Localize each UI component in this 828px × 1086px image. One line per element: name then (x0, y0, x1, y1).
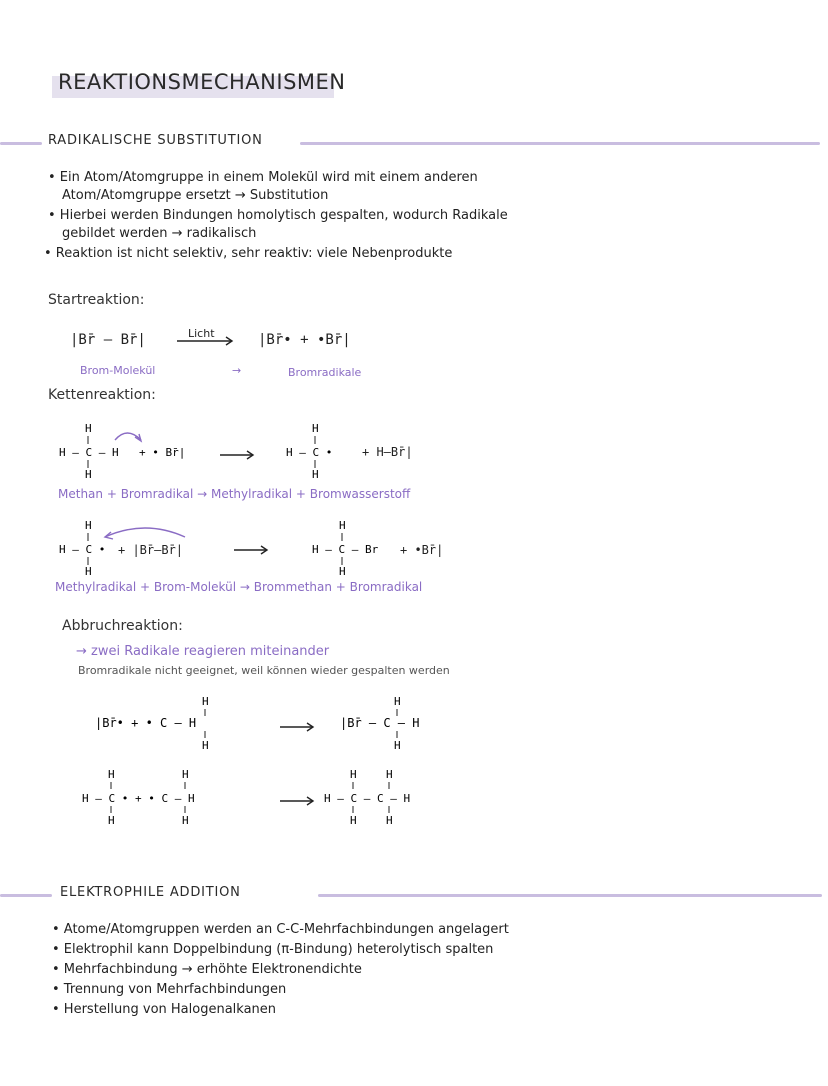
reaction-arrow (232, 545, 272, 555)
reaction-arrow (218, 450, 258, 460)
svg-text:H: H (339, 565, 346, 577)
start-equation-left: |Br̄ — Br̄| (70, 332, 146, 348)
brommethane-structure (306, 515, 406, 577)
termination-equation-2 (78, 766, 258, 828)
caption-arrow: → (232, 364, 242, 377)
light-label: Licht (188, 327, 215, 340)
termination-note-1: → zwei Radikale reagieren miteinander (76, 644, 330, 659)
section-line-right (300, 142, 820, 145)
svg-text:H: H (312, 422, 319, 435)
chain-eq1-product: + H–Br̄| (362, 445, 413, 459)
svg-text:H: H (386, 768, 393, 781)
svg-text:|Br̄ – C – H: |Br̄ – C – H (340, 716, 420, 730)
svg-text:H: H (394, 695, 401, 708)
svg-text:H: H (108, 768, 115, 781)
start-equation-right: |Br̄• + •Br̄| (258, 332, 351, 348)
svg-text:H: H (202, 695, 209, 708)
svg-text:H: H (85, 565, 92, 577)
reaction-arrow (278, 796, 318, 806)
bullet-line: • Elektrophil kann Doppelbindung (π-Bindung) heterolytisch spalten (52, 942, 494, 957)
svg-text:H – C – Br: H – C – Br (312, 543, 379, 556)
svg-text:H: H (312, 468, 319, 480)
svg-text:H – C – C – H: H – C – C – H (324, 792, 411, 805)
start-reaction-label: Startreaktion: (48, 292, 145, 308)
svg-text:H: H (182, 768, 189, 781)
chain-caption-1: Methan + Bromradikal → Methylradikal + Bromwasserstoff (58, 487, 411, 501)
svg-text:H: H (85, 519, 92, 532)
svg-text:H – C •: H – C • (286, 446, 333, 459)
methane-structure (55, 418, 205, 480)
svg-text:H: H (339, 519, 346, 532)
svg-text:H: H (108, 814, 115, 827)
svg-text:H: H (394, 739, 401, 752)
chain-reaction-label: Kettenreaktion: (48, 387, 156, 403)
section-heading-substitution: RADIKALISCHE SUBSTITUTION (48, 133, 263, 148)
bullet-line: • Mehrfachbindung → erhöhte Elektronendichte (52, 962, 362, 977)
methyl-radical-structure (282, 418, 352, 480)
reaction-arrow (278, 722, 318, 732)
svg-text:H: H (350, 768, 357, 781)
termination-note-2: Bromradikale nicht geeignet, weil können wieder gespalten werden (78, 664, 450, 677)
reaction-arrow (175, 336, 237, 346)
svg-text:H: H (386, 814, 393, 827)
svg-text:H: H (202, 739, 209, 752)
bullet-line: • Trennung von Mehrfachbindungen (52, 982, 287, 997)
caption-bromradikale: Bromradikale (288, 366, 362, 379)
svg-text:H – C – H: H – C – H (59, 446, 119, 459)
caption-brom-molekuel: Brom-Molekül (80, 364, 156, 377)
bullet-line: Atom/Atomgruppe ersetzt → Substitution (62, 188, 329, 203)
svg-text:|Br̄• + • C – H: |Br̄• + • C – H (95, 716, 197, 730)
svg-text:H: H (85, 422, 92, 435)
brommethane-product (340, 693, 450, 753)
svg-text:H: H (182, 814, 189, 827)
termination-label: Abbruchreaktion: (62, 618, 183, 634)
svg-text:H: H (350, 814, 357, 827)
section-line-left (0, 142, 42, 145)
termination-equation-1 (95, 693, 275, 753)
section-heading-addition: ELEKTROPHILE ADDITION (60, 885, 241, 900)
section-line-left (0, 894, 52, 897)
bullet-line: • Ein Atom/Atomgruppe in einem Molekül wird mit einem anderen (48, 170, 478, 185)
svg-text:H – C • + • C – H: H – C • + • C – H (82, 792, 195, 805)
bullet-line: • Herstellung von Halogenalkanen (52, 1002, 277, 1017)
ethane-product (320, 766, 440, 828)
bullet-line: gebildet werden → radikalisch (62, 226, 257, 241)
svg-text:H – C •: H – C • (59, 543, 106, 556)
chain-caption-2: Methylradikal + Brom-Molekül → Brommethan + Bromradikal (55, 580, 423, 594)
bullet-line: • Hierbei werden Bindungen homolytisch gespalten, wodurch Radikale (48, 208, 508, 223)
bullet-line: • Atome/Atomgruppen werden an C-C-Mehrfachbindungen angelagert (52, 922, 509, 937)
bullet-line: • Reaktion ist nicht selektiv, sehr reaktiv: viele Nebenprodukte (44, 246, 453, 261)
section-line-right (318, 894, 822, 897)
page-title: REAKTIONSMECHANISMEN (58, 70, 346, 94)
svg-text:H: H (85, 468, 92, 480)
chain-eq2-product: + •Br̄| (400, 543, 444, 557)
chain-eq2-reactant: + |Br̄–Br̄| (118, 543, 184, 557)
svg-text:+ • Br̄|: + • Br̄| (139, 446, 186, 459)
